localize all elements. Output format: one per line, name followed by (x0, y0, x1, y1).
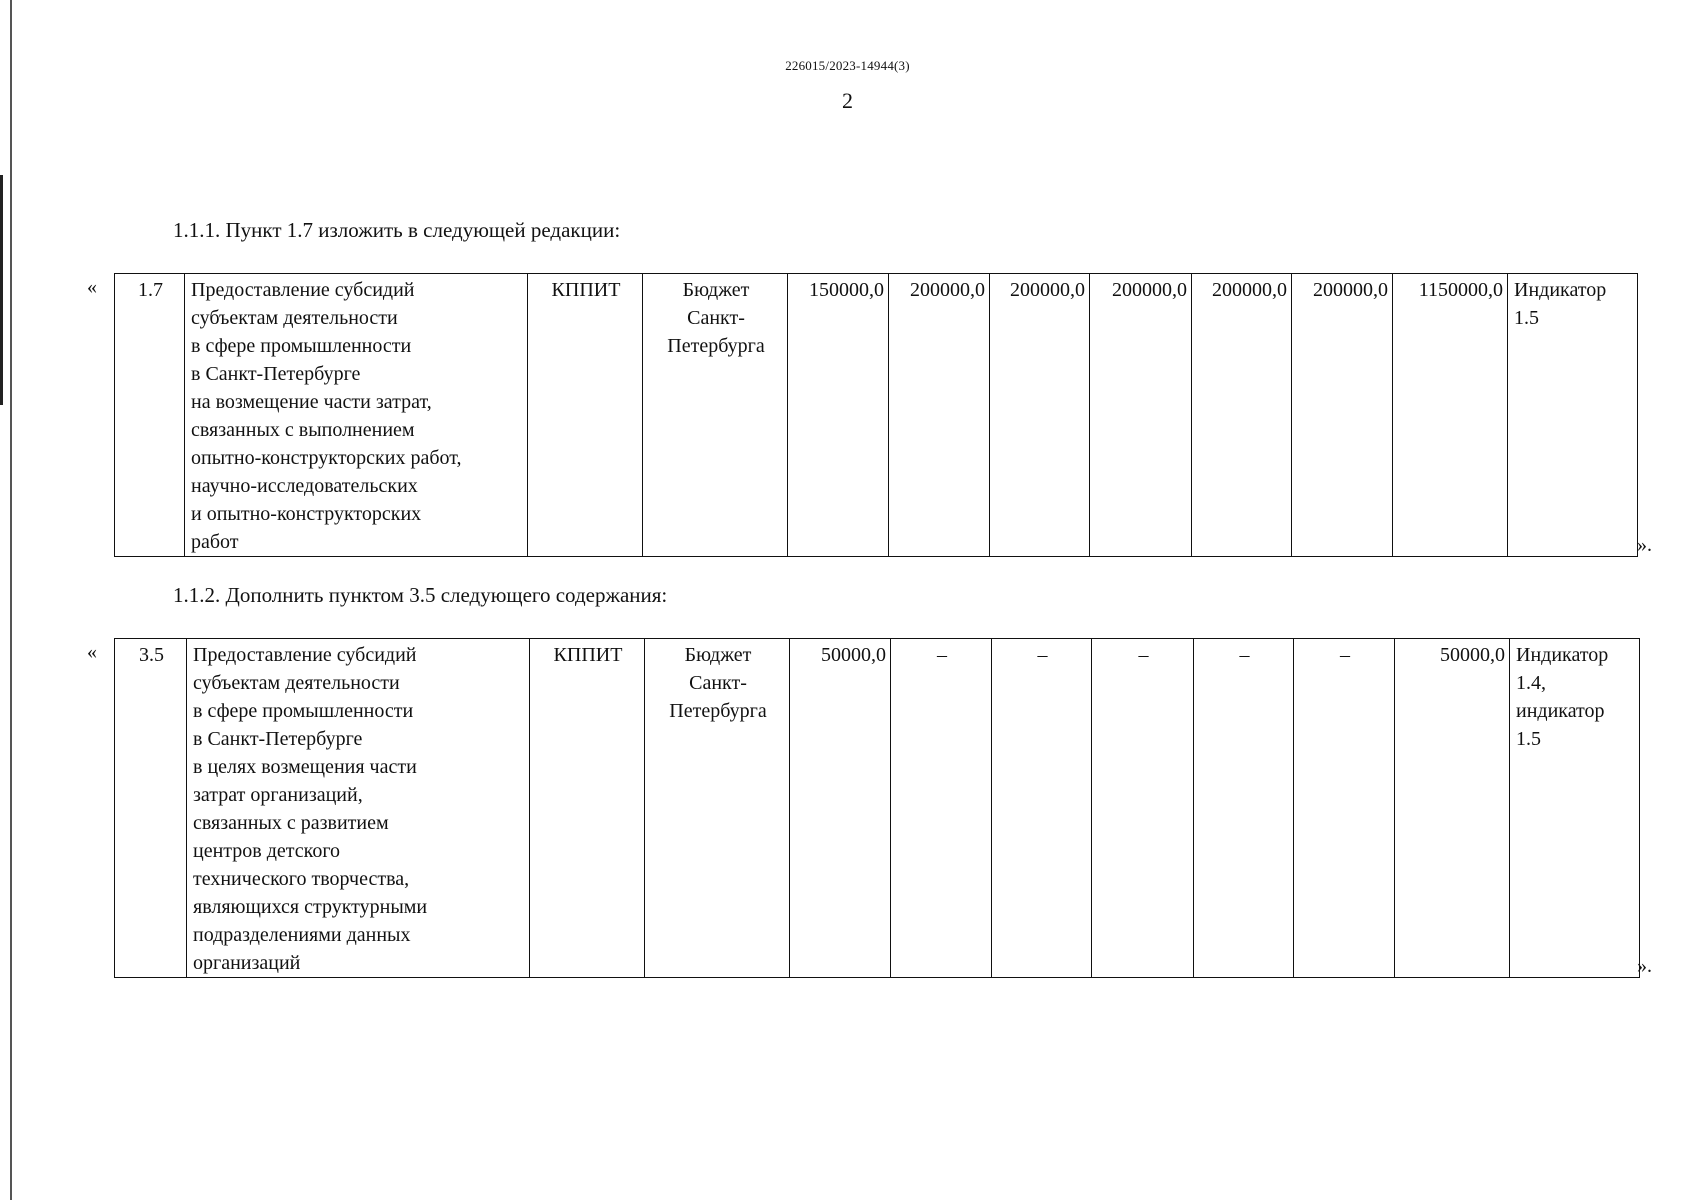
year-value: 50000,0 (790, 639, 891, 978)
table-row (115, 274, 1638, 557)
year-value: – (1294, 639, 1395, 978)
item-funding-source: Бюджет Санкт- Петербурга (643, 274, 788, 557)
item-number: 3.5 (115, 639, 187, 978)
year-value: – (891, 639, 992, 978)
total-value: 1150000,0 (1393, 274, 1508, 557)
year-value: 200000,0 (889, 274, 990, 557)
year-value: – (1092, 639, 1194, 978)
year-value: 200000,0 (1090, 274, 1192, 557)
year-value: – (1194, 639, 1294, 978)
item-executor: КППИТ (530, 639, 645, 978)
page-number: 2 (842, 88, 853, 113)
closing-quote: ». (1637, 534, 1652, 556)
item-description: Предоставление субсидий субъектам деятельности в сфере промышленности в Санкт-Петербурге в целях возмещения части затрат организаций, связанных с развитием центров детского технического творчества, являющихся структурными подразделениями данных организаций (187, 639, 530, 978)
year-value: 150000,0 (788, 274, 889, 557)
item-indicator: Индикатор 1.5 (1508, 274, 1638, 557)
opening-quote: « (87, 276, 97, 298)
document-code: 226015/2023-14944(3) (785, 58, 910, 73)
year-value: 200000,0 (990, 274, 1090, 557)
table-row (115, 639, 1640, 978)
item-indicator: Индикатор 1.4, индикатор 1.5 (1510, 639, 1640, 978)
amendment-table-3-5 (114, 638, 1640, 978)
year-value: 200000,0 (1292, 274, 1393, 557)
section-2-intro: 1.1.2. Дополнить пунктом 3.5 следующего содержания: (173, 583, 668, 607)
total-value: 50000,0 (1395, 639, 1510, 978)
amendment-table-1-7 (114, 273, 1638, 557)
year-value: – (992, 639, 1092, 978)
item-description: Предоставление субсидий субъектам деятельности в сфере промышленности в Санкт-Петербурге на возмещение части затрат, связанных с выполнением опытно-конструкторских работ, научно-исследовательских и опытно-конструкторских работ (185, 274, 528, 557)
item-number: 1.7 (115, 274, 185, 557)
item-funding-source: Бюджет Санкт- Петербурга (645, 639, 790, 978)
section-1-intro: 1.1.1. Пункт 1.7 изложить в следующей редакции: (173, 218, 621, 242)
year-value: 200000,0 (1192, 274, 1292, 557)
closing-quote: ». (1637, 955, 1652, 977)
item-executor: КППИТ (528, 274, 643, 557)
scan-artifact-bar (0, 175, 3, 405)
opening-quote: « (87, 641, 97, 663)
scan-artifact-line (10, 0, 12, 1200)
